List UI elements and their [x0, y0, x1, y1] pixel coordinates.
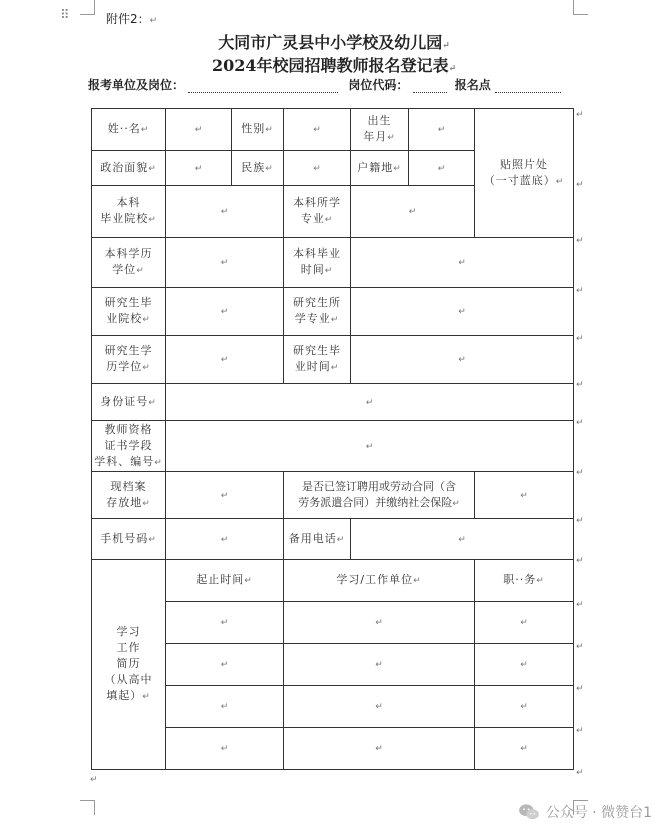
label-pg-grad-time: 研究生毕 业时间↵	[284, 336, 351, 384]
input-ug-school[interactable]: ↵	[166, 186, 284, 238]
field-unit-label: 报考单位及岗位：	[88, 78, 185, 92]
wechat-icon	[518, 803, 540, 821]
history-col-period: 起止时间↵	[166, 560, 284, 602]
input-pg-grad-time[interactable]: ↵	[351, 336, 574, 384]
label-pg-degree: 研究生学 历学位↵	[92, 336, 166, 384]
row-end-mark: ↵	[576, 286, 584, 296]
label-ug-grad-time: 本科毕业 时间↵	[284, 238, 351, 288]
input-ug-major[interactable]: ↵	[351, 186, 475, 238]
label-ug-degree: 本科学历 学位↵	[92, 238, 166, 288]
row-end-mark: ↵	[576, 418, 584, 428]
page-subtitle: 2024年校园招聘教师报名登记表↵	[211, 56, 457, 75]
input-ug-grad-time[interactable]: ↵	[351, 238, 574, 288]
history-position-cell[interactable]: ↵	[475, 686, 574, 728]
row-end-mark: ↵	[576, 180, 584, 190]
input-pg-major[interactable]: ↵	[351, 288, 574, 336]
input-political[interactable]: ↵	[166, 151, 232, 186]
label-ethnicity: 民族↵	[232, 151, 284, 186]
input-pg-degree[interactable]: ↵	[166, 336, 284, 384]
input-pg-school[interactable]: ↵	[166, 288, 284, 336]
label-birth: 出生 年月↵	[351, 109, 409, 151]
label-political: 政治面貌↵	[92, 151, 166, 186]
input-phone[interactable]: ↵	[166, 519, 284, 560]
history-col-unit: 学习/工作单位↵	[284, 560, 475, 602]
label-gender: 性别↵	[232, 109, 284, 151]
label-ug-school: 本科 毕业院校↵	[92, 186, 166, 238]
history-unit-cell[interactable]: ↵	[284, 602, 475, 644]
watermark	[518, 802, 652, 822]
history-period-cell[interactable]: ↵	[166, 686, 284, 728]
photo-cell[interactable]: 贴照片处 （一寸蓝底）↵	[475, 109, 574, 238]
label-history: 学习 工作 简历 （从高中 填起）↵	[92, 560, 166, 770]
history-position-cell[interactable]: ↵	[475, 644, 574, 686]
label-pg-school: 研究生毕 业院校↵	[92, 288, 166, 336]
crop-mark-top-right	[573, 0, 588, 15]
label-teacher-cert: 教师资格 证书学段 学科、编号↵	[92, 421, 166, 472]
row-end-mark: ↵	[576, 380, 584, 390]
watermark-text: 公众号 · 微赞台1	[545, 805, 652, 821]
label-archive: 现档案 存放地↵	[92, 472, 166, 519]
row-end-mark: ↵	[576, 236, 584, 246]
field-site-label: 报名点	[454, 78, 491, 92]
move-handle-icon[interactable]: ⠿	[60, 8, 69, 23]
label-phone: 手机号码↵	[92, 519, 166, 560]
row-end-mark: ↵	[576, 110, 584, 120]
input-teacher-cert[interactable]: ↵	[166, 421, 574, 472]
input-backup-phone[interactable]: ↵	[351, 519, 574, 560]
history-period-cell[interactable]: ↵	[166, 728, 284, 770]
field-code-label: 岗位代码：	[348, 78, 409, 92]
input-birth[interactable]: ↵	[409, 109, 475, 151]
label-pg-major: 研究生所 学专业↵	[284, 288, 351, 336]
history-position-cell[interactable]: ↵	[475, 602, 574, 644]
history-unit-cell[interactable]: ↵	[284, 728, 475, 770]
field-code-blank[interactable]	[413, 80, 447, 93]
history-position-cell[interactable]: ↵	[475, 728, 574, 770]
history-col-position: 职··务↵	[475, 560, 574, 602]
row-end-mark: ↵	[576, 334, 584, 344]
input-ug-degree[interactable]: ↵	[166, 238, 284, 288]
label-name: 姓··名↵	[92, 109, 166, 151]
row-end-mark: ↵	[576, 768, 584, 778]
crop-mark-top-left	[80, 0, 95, 15]
history-period-cell[interactable]: ↵	[166, 602, 284, 644]
attachment-label: 附件2：↵	[106, 12, 158, 26]
paragraph-end-mark: ↵	[90, 775, 98, 785]
input-hukou[interactable]: ↵	[409, 151, 475, 186]
field-unit-blank[interactable]	[188, 80, 338, 93]
input-contract[interactable]: ↵	[475, 472, 574, 519]
row-end-mark: ↵	[576, 684, 584, 694]
history-period-cell[interactable]: ↵	[166, 644, 284, 686]
input-name[interactable]: ↵	[166, 109, 232, 151]
registration-form-table	[91, 108, 574, 770]
label-hukou: 户籍地↵	[351, 151, 409, 186]
row-end-mark: ↵	[576, 726, 584, 736]
label-backup-phone: 备用电话↵	[284, 519, 351, 560]
application-fields-line	[88, 76, 561, 93]
field-site-blank[interactable]	[495, 80, 561, 93]
input-archive[interactable]: ↵	[166, 472, 284, 519]
input-gender[interactable]: ↵	[284, 109, 351, 151]
input-ethnicity[interactable]: ↵	[284, 151, 351, 186]
crop-mark-bottom-left	[80, 800, 95, 815]
input-id-number[interactable]: ↵	[166, 384, 574, 421]
row-end-mark: ↵	[576, 642, 584, 652]
label-ug-major: 本科所学 专业↵	[284, 186, 351, 238]
row-end-mark: ↵	[576, 468, 584, 478]
label-id-number: 身份证号↵	[92, 384, 166, 421]
history-unit-cell[interactable]: ↵	[284, 686, 475, 728]
row-end-mark: ↵	[576, 516, 584, 526]
history-unit-cell[interactable]: ↵	[284, 644, 475, 686]
row-end-mark: ↵	[576, 556, 584, 566]
page-title: 大同市广灵县中小学校及幼儿园↵	[218, 33, 450, 52]
row-end-mark: ↵	[576, 600, 584, 610]
label-contract: 是否已签订聘用或劳动合同（含 劳务派遣合同）并缴纳社会保险↵	[284, 472, 475, 519]
